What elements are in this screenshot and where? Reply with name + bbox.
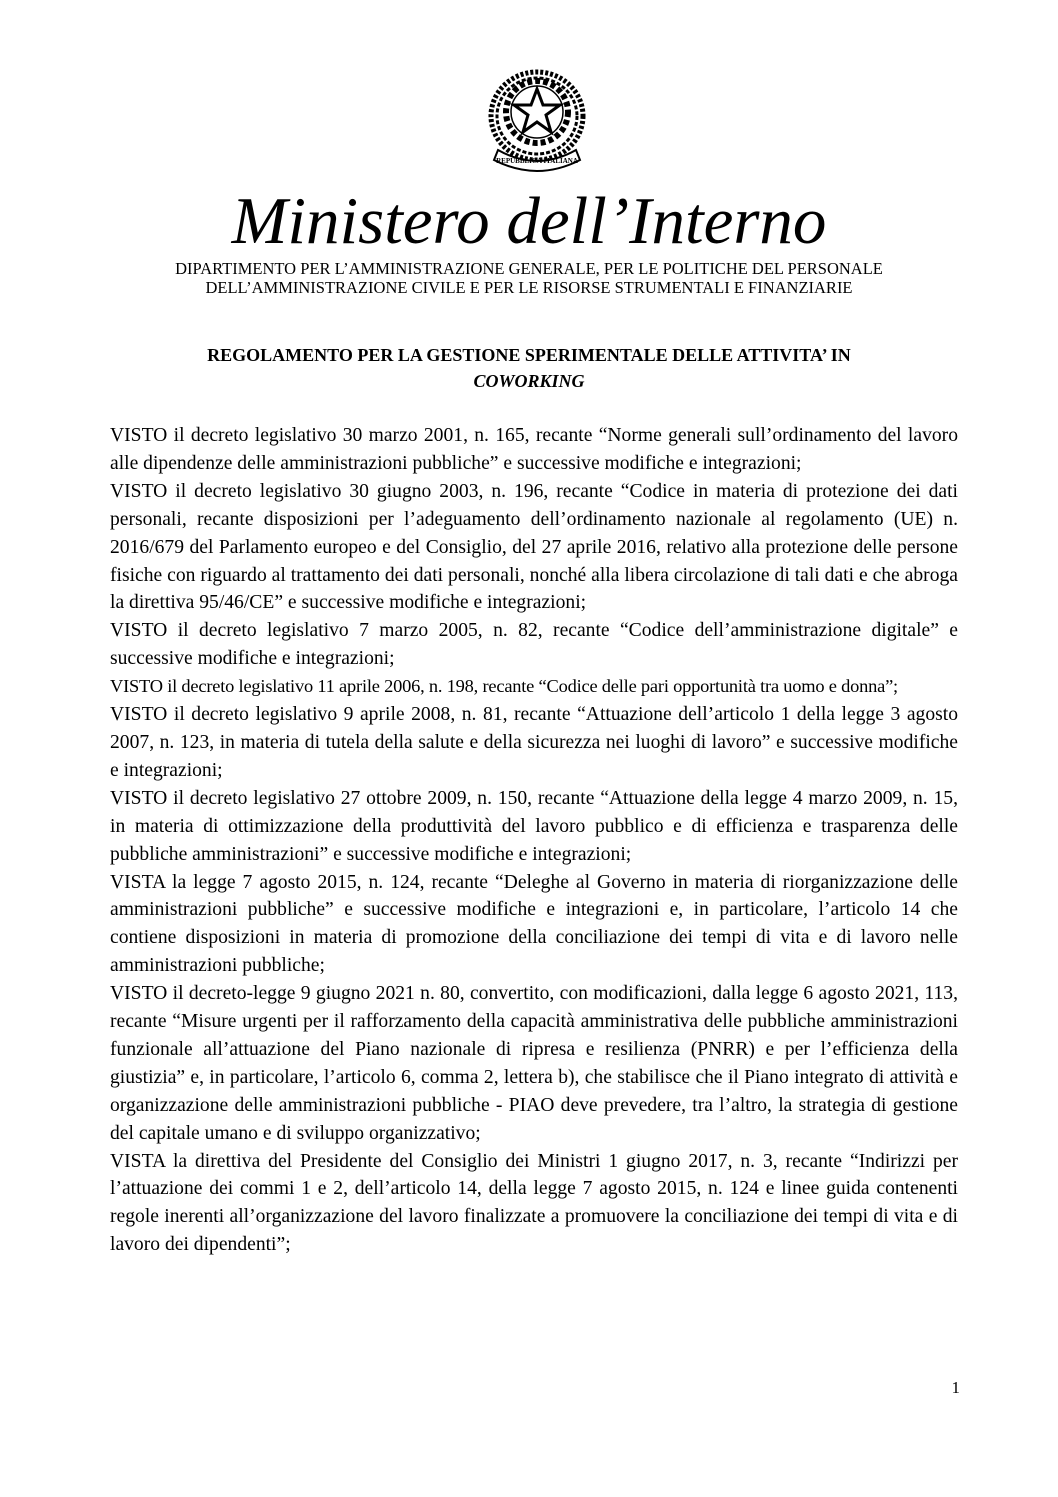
paragraph: VISTA la legge 7 agosto 2015, n. 124, recante “Deleghe al Governo in materia di riorganizzazione delle amministrazioni pubbliche” e successive modifiche e integrazioni e, in particolare, l’articolo 14 che contiene disposizioni in materia di promozione della conciliazione dei tempi di vita e di lavoro nelle amministrazioni pubbliche; [110,871,958,977]
paragraph: VISTO il decreto legislativo 9 aprile 2008, n. 81, recante “Attuazione dell’articolo 1 della legge 3 agosto 2007, n. 123, in materia di tutela della salute e della sicurezza nei luoghi di lavoro” e successive modifiche e integrazioni; [110,704,958,781]
department-line-1: DIPARTIMENTO PER L’AMMINISTRAZIONE GENERALE, PER LE POLITICHE DEL PERSONALE [175,259,883,278]
paragraph: VISTO il decreto legislativo 30 giugno 2003, n. 196, recante “Codice in materia di protezione dei dati personali, recante disposizioni per l’adeguamento dell’ordinamento nazionale al regolamento (UE) n. 2016/679 del Parlamento europeo e del Consiglio, del 27 aprile 2016, relativo alla protezione delle persone fisiche con riguardo al trattamento dei dati personali, nonché alla libera circolazione di tali dati e che abroga la direttiva 95/46/CE” e successive modifiche e integrazioni; [110,480,958,614]
paragraph: VISTO il decreto-legge 9 giugno 2021 n. 80, convertito, con modificazioni, dalla legge 6 agosto 2021, 113, recante “Misure urgenti per il rafforzamento della capacità amministrativa delle pubbliche amministrazioni funzionale all’attuazione del Piano nazionale di ripresa e resilienza (PNRR) e per l’efficienza della giustizia” e, in particolare, l’articolo 6, comma 2, lettera b), che stabilisce che il Piano integrato di attività e organizzazione delle amministrazioni pubbliche - PIAO deve prevedere, tra l’altro, la strategia di gestione del capitale umano e di sviluppo organizzativo; [110,983,958,1144]
document-title [0,342,1058,394]
title-line-1: REGOLAMENTO PER LA GESTIONE SPERIMENTALE DELLE ATTIVITA’ IN [207,345,851,365]
paragraph: VISTO il decreto legislativo 7 marzo 2005, n. 82, recante “Codice dell’amministrazione digitale” e successive modifiche e integrazioni; [110,620,958,670]
italian-republic-emblem-icon [484,62,590,174]
page-number: 1 [951,1378,960,1397]
paragraph: VISTO il decreto legislativo 30 marzo 2001, n. 165, recante “Norme generali sull’ordinamento del lavoro alle dipendenze delle amministrazioni pubbliche” e successive modifiche e integrazioni; [110,425,958,474]
document-body [110,422,958,1259]
paragraph: VISTO il decreto legislativo 11 aprile 2006, n. 198, recante “Codice delle pari opportunità tra uomo e donna”; [110,676,898,697]
ministry-name: Ministero dell’Interno [231,184,827,258]
department-name [0,259,1058,297]
emblem-ribbon-text: REPUBBLICA ITALIANA [496,157,578,165]
department-line-2: DELL’AMMINISTRAZIONE CIVILE E PER LE RISORSE STRUMENTALI E FINANZIARIE [205,278,853,297]
paragraph: VISTA la direttiva del Presidente del Consiglio dei Ministri 1 giugno 2017, n. 3, recante “Indirizzi per l’attuazione dei commi 1 e 2, dell’articolo 14, della legge 7 agosto 2015, n. 124 e linee guida contenenti regole inerenti all’organizzazione del lavoro finalizzate a promuovere la conciliazione dei tempi di vita e di lavoro dei dipendenti”; [110,1150,958,1256]
title-line-2: COWORKING [473,371,585,391]
paragraph: VISTO il decreto legislativo 27 ottobre 2009, n. 150, recante “Attuazione della legge 4 marzo 2009, n. 15, in materia di ottimizzazione della produttività del lavoro pubblico e di efficienza e trasparenza delle pubbliche amministrazioni” e successive modifiche e integrazioni; [110,787,958,865]
